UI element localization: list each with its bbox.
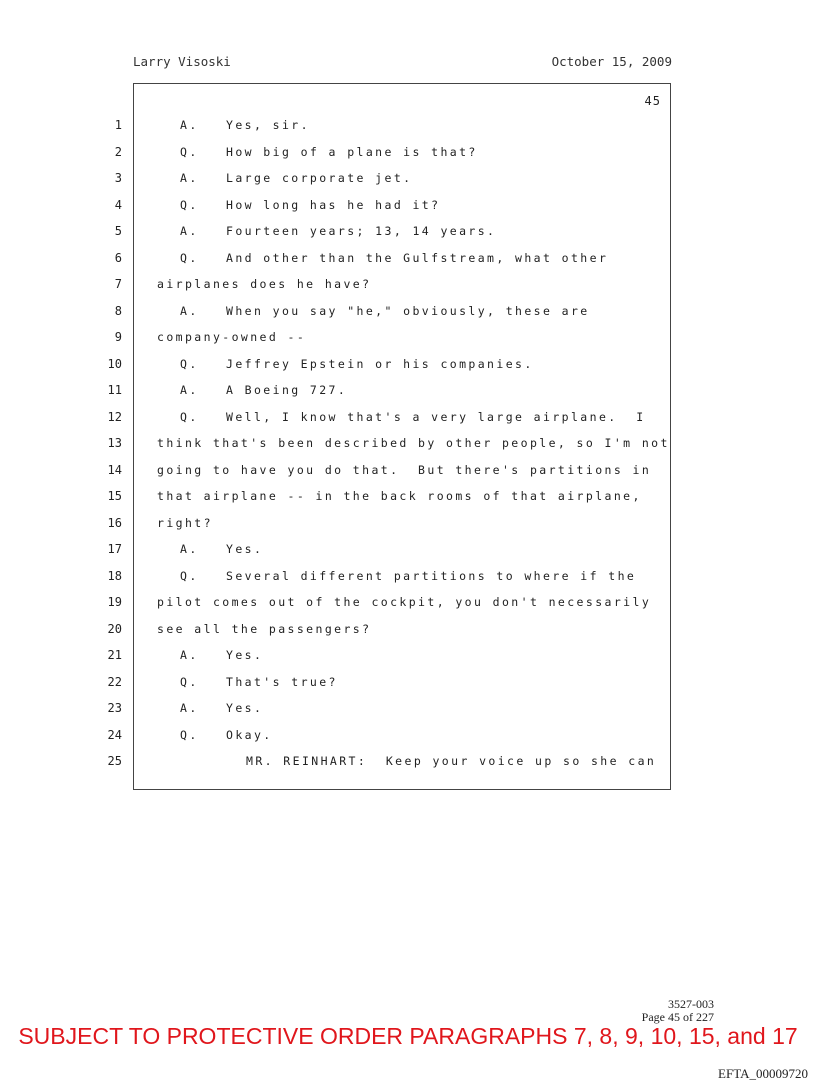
testimony-text: And other than the Gulfstream, what other: [226, 250, 609, 265]
line-number: 13: [107, 436, 122, 450]
testimony-text: Yes.: [226, 542, 264, 556]
transcript-line: [107, 430, 670, 457]
line-number: 8: [114, 303, 122, 318]
transcript-page-frame: [107, 83, 671, 790]
bates-block: [642, 998, 714, 1024]
testimony-text: Jeffrey Epstein or his companies.: [226, 356, 534, 371]
transcript-line: [107, 589, 670, 616]
line-number: 6: [114, 250, 122, 265]
transcript-line: [114, 324, 670, 351]
testimony-text: A Boeing 727.: [226, 383, 348, 397]
line-number: 12: [107, 409, 122, 424]
speaker-label: Q.: [180, 674, 199, 689]
testimony-text: pilot comes out of the cockpit, you don't necessarily: [157, 595, 652, 609]
line-text: [180, 218, 496, 245]
line-number: 11: [107, 383, 122, 397]
line-number: 14: [107, 462, 122, 477]
transcript-line: [107, 563, 670, 590]
testimony-text: Yes.: [226, 701, 264, 715]
speaker-label: A.: [180, 303, 199, 318]
line-number: 2: [114, 144, 122, 159]
speaker-label: Q.: [180, 727, 199, 742]
testimony-text: Yes.: [226, 648, 264, 662]
deposition-date: October 15, 2009: [551, 54, 672, 69]
speaker-label: Q.: [180, 250, 199, 265]
line-text: [157, 271, 371, 298]
efta-identifier: EFTA_00009720: [718, 1066, 808, 1081]
line-number: 1: [114, 118, 122, 132]
line-number: 20: [107, 621, 122, 636]
line-number: 16: [107, 515, 122, 530]
transcript-line: [107, 616, 670, 643]
line-number: 7: [114, 277, 122, 291]
transcript-line: [107, 695, 670, 722]
speaker-label: A.: [180, 701, 199, 715]
speaker-label: Q.: [180, 409, 199, 424]
transcript-line: [107, 722, 670, 749]
line-text: [180, 298, 590, 325]
line-text: [180, 669, 338, 696]
testimony-text: How big of a plane is that?: [226, 144, 478, 159]
transcript-line: [107, 351, 670, 378]
transcript-line: [107, 377, 670, 404]
transcript-line: [114, 245, 670, 272]
transcript-line: [107, 457, 670, 484]
transcript-line: [114, 139, 670, 166]
line-text: [157, 457, 651, 484]
transcript-line: [107, 642, 670, 669]
testimony-text: Yes, sir.: [226, 118, 310, 132]
transcript-line: [107, 748, 670, 775]
speaker-label: A.: [180, 383, 199, 397]
testimony-text: Well, I know that's a very large airplane. I: [226, 409, 646, 424]
transcript-line: [114, 271, 670, 298]
testimony-text: right?: [157, 515, 213, 530]
line-number: 4: [114, 197, 122, 212]
speaker-label: A.: [180, 224, 199, 238]
testimony-text: Large corporate jet.: [226, 171, 413, 185]
speaker-label: A.: [180, 118, 199, 132]
protective-order-notice: SUBJECT TO PROTECTIVE ORDER PARAGRAPHS 7, 8, 9, 10, 15, and 17: [18, 1023, 798, 1049]
line-number: 18: [107, 568, 122, 583]
line-text: [157, 589, 651, 616]
testimony-text: that airplane -- in the back rooms of that airplane,: [157, 489, 642, 503]
testimony-text: That's true?: [226, 674, 338, 689]
transcript-line: [114, 192, 670, 219]
transcript-line: [107, 404, 670, 431]
witness-name: Larry Visoski: [133, 54, 231, 69]
transcript-lines: [107, 112, 670, 775]
line-text: [180, 245, 608, 272]
line-text: [180, 112, 310, 139]
line-number: 19: [107, 595, 122, 609]
testimony-text: MR. REINHART: Keep your voice up so she can: [246, 754, 657, 768]
transcript-line: [114, 165, 670, 192]
line-number: 21: [107, 648, 122, 662]
transcript-line: [107, 510, 670, 537]
speaker-label: A.: [180, 648, 199, 662]
testimony-text: airplanes does he have?: [157, 277, 372, 291]
line-text: [180, 165, 412, 192]
speaker-label: A.: [180, 542, 199, 556]
line-text: [180, 139, 478, 166]
testimony-text: Okay.: [226, 727, 273, 742]
line-text: [157, 616, 371, 643]
line-text: [157, 430, 670, 457]
line-text: [180, 642, 263, 669]
line-text: [180, 536, 263, 563]
line-number: 15: [107, 489, 122, 503]
line-number: 24: [107, 727, 122, 742]
line-number: 10: [107, 356, 122, 371]
testimony-text: When you say "he," obviously, these are: [226, 303, 590, 318]
line-text: [180, 192, 440, 219]
testimony-text: think that's been described by other people, so I'm not: [157, 436, 670, 450]
line-number: 3: [114, 171, 122, 185]
line-number: 9: [114, 330, 122, 344]
testimony-text: Several different partitions to where if the: [226, 568, 637, 583]
transcript-line: [107, 483, 670, 510]
transcript-line: [114, 218, 670, 245]
line-text: [180, 563, 636, 590]
transcript-page-number: 45: [644, 94, 661, 108]
line-text: [180, 377, 347, 404]
speaker-label: Q.: [180, 144, 199, 159]
line-number: 5: [114, 224, 122, 238]
line-number: 25: [107, 754, 122, 768]
transcript-line: [114, 298, 670, 325]
line-text: [180, 695, 263, 722]
testimony-text: Fourteen years; 13, 14 years.: [226, 224, 497, 238]
bates-code: 3527-003: [668, 997, 714, 1011]
testimony-text: going to have you do that. But there's partitions in: [157, 462, 652, 477]
testimony-text: company-owned --: [157, 330, 307, 344]
transcript-line: [107, 536, 670, 563]
speaker-label: A.: [180, 171, 199, 185]
line-number: 23: [107, 701, 122, 715]
testimony-text: see all the passengers?: [157, 621, 372, 636]
line-text: [157, 324, 306, 351]
page-of-total: Page 45 of 227: [641, 1010, 714, 1024]
line-text: [157, 483, 642, 510]
transcript-line: [114, 112, 670, 139]
line-text: [157, 510, 213, 537]
testimony-text: How long has he had it?: [226, 197, 441, 212]
speaker-label: Q.: [180, 568, 199, 583]
line-number: 17: [107, 542, 122, 556]
speaker-label: Q.: [180, 356, 199, 371]
line-text: [246, 748, 656, 775]
line-text: [180, 404, 646, 431]
line-number: 22: [107, 674, 122, 689]
line-text: [180, 722, 273, 749]
speaker-label: Q.: [180, 197, 199, 212]
transcript-line: [107, 669, 670, 696]
line-text: [180, 351, 534, 378]
